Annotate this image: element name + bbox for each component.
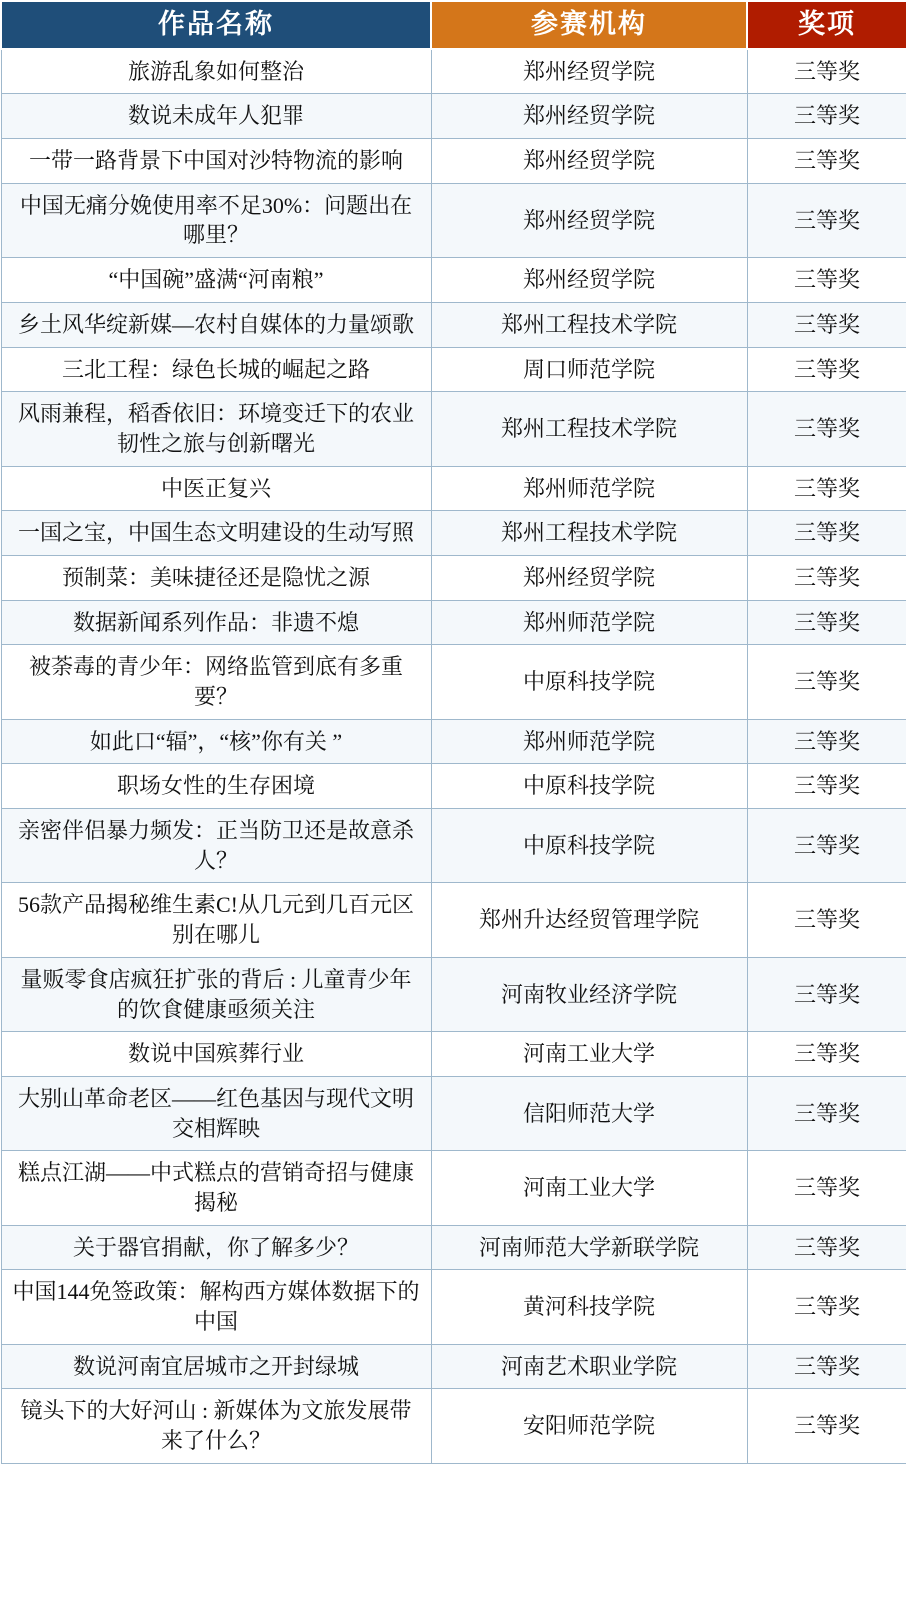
cell-award: 三等奖	[747, 258, 906, 303]
cell-organization: 周口师范学院	[431, 347, 747, 392]
table-row	[1, 957, 906, 1031]
table-row	[1, 1270, 906, 1344]
table-row	[1, 347, 906, 392]
table-row	[1, 1344, 906, 1389]
table-row	[1, 809, 906, 883]
cell-award: 三等奖	[747, 49, 906, 94]
cell-title: 职场女性的生存困境	[1, 764, 431, 809]
cell-award: 三等奖	[747, 1032, 906, 1077]
cell-award: 三等奖	[747, 555, 906, 600]
table-row	[1, 511, 906, 556]
cell-title: 大别山革命老区——红色基因与现代文明交相辉映	[1, 1076, 431, 1150]
cell-organization: 河南牧业经济学院	[431, 957, 747, 1031]
table-row	[1, 258, 906, 303]
cell-award: 三等奖	[747, 764, 906, 809]
table-row	[1, 139, 906, 184]
cell-organization: 中原科技学院	[431, 764, 747, 809]
cell-award: 三等奖	[747, 511, 906, 556]
table-row	[1, 600, 906, 645]
cell-award: 三等奖	[747, 719, 906, 764]
cell-title: 亲密伴侣暴力频发：正当防卫还是故意杀人？	[1, 809, 431, 883]
table-row	[1, 466, 906, 511]
cell-title: 中国144免签政策：解构西方媒体数据下的中国	[1, 1270, 431, 1344]
cell-organization: 中原科技学院	[431, 809, 747, 883]
column-header-award: 奖项	[747, 1, 906, 49]
cell-organization: 郑州经贸学院	[431, 555, 747, 600]
table-body	[1, 49, 906, 1464]
table-row	[1, 1032, 906, 1077]
cell-award: 三等奖	[747, 1225, 906, 1270]
table-row	[1, 645, 906, 719]
cell-award: 三等奖	[747, 1270, 906, 1344]
cell-organization: 郑州经贸学院	[431, 49, 747, 94]
cell-award: 三等奖	[747, 1151, 906, 1225]
cell-award: 三等奖	[747, 466, 906, 511]
cell-organization: 信阳师范大学	[431, 1076, 747, 1150]
cell-award: 三等奖	[747, 139, 906, 184]
cell-title: 量贩零食店疯狂扩张的背后 : 儿童青少年的饮食健康亟须关注	[1, 957, 431, 1031]
cell-title: 镜头下的大好河山 : 新媒体为文旅发展带来了什么？	[1, 1389, 431, 1463]
table-row	[1, 719, 906, 764]
cell-title: 乡土风华绽新媒—农村自媒体的力量颂歌	[1, 302, 431, 347]
table-row	[1, 883, 906, 957]
cell-award: 三等奖	[747, 302, 906, 347]
cell-organization: 郑州师范学院	[431, 466, 747, 511]
cell-title: 一带一路背景下中国对沙特物流的影响	[1, 139, 431, 184]
cell-organization: 河南艺术职业学院	[431, 1344, 747, 1389]
cell-organization: 郑州升达经贸管理学院	[431, 883, 747, 957]
cell-organization: 郑州师范学院	[431, 600, 747, 645]
table-row	[1, 183, 906, 257]
cell-award: 三等奖	[747, 347, 906, 392]
cell-organization: 中原科技学院	[431, 645, 747, 719]
table-row	[1, 392, 906, 466]
cell-organization: 郑州经贸学院	[431, 139, 747, 184]
cell-organization: 安阳师范学院	[431, 1389, 747, 1463]
cell-organization: 河南师范大学新联学院	[431, 1225, 747, 1270]
cell-award: 三等奖	[747, 1344, 906, 1389]
cell-title: 预制菜：美味捷径还是隐忧之源	[1, 555, 431, 600]
cell-award: 三等奖	[747, 883, 906, 957]
cell-award: 三等奖	[747, 645, 906, 719]
cell-award: 三等奖	[747, 1389, 906, 1463]
cell-award: 三等奖	[747, 94, 906, 139]
cell-title: 56款产品揭秘维生素C!从几元到几百元区别在哪儿	[1, 883, 431, 957]
cell-title: 数据新闻系列作品：非遗不熄	[1, 600, 431, 645]
cell-title: 一国之宝，中国生态文明建设的生动写照	[1, 511, 431, 556]
cell-award: 三等奖	[747, 183, 906, 257]
table-row	[1, 49, 906, 94]
table-row	[1, 1389, 906, 1463]
table-row	[1, 302, 906, 347]
table-row	[1, 1076, 906, 1150]
column-header-title: 作品名称	[1, 1, 431, 49]
cell-title: “中国碗”盛满“河南粮”	[1, 258, 431, 303]
cell-organization: 郑州工程技术学院	[431, 392, 747, 466]
cell-title: 三北工程：绿色长城的崛起之路	[1, 347, 431, 392]
cell-award: 三等奖	[747, 957, 906, 1031]
cell-title: 数说河南宜居城市之开封绿城	[1, 1344, 431, 1389]
cell-title: 如此口“辐”，“核”你有关 ”	[1, 719, 431, 764]
cell-organization: 河南工业大学	[431, 1032, 747, 1077]
cell-title: 糕点江湖——中式糕点的营销奇招与健康揭秘	[1, 1151, 431, 1225]
table-header	[1, 1, 906, 49]
cell-title: 风雨兼程，稻香依旧：环境变迁下的农业韧性之旅与创新曙光	[1, 392, 431, 466]
cell-title: 旅游乱象如何整治	[1, 49, 431, 94]
cell-organization: 河南工业大学	[431, 1151, 747, 1225]
cell-organization: 郑州经贸学院	[431, 258, 747, 303]
table-row	[1, 1151, 906, 1225]
cell-organization: 郑州经贸学院	[431, 94, 747, 139]
cell-award: 三等奖	[747, 809, 906, 883]
cell-title: 关于器官捐献，你了解多少？	[1, 1225, 431, 1270]
cell-organization: 郑州工程技术学院	[431, 302, 747, 347]
cell-organization: 郑州经贸学院	[431, 183, 747, 257]
cell-organization: 郑州师范学院	[431, 719, 747, 764]
cell-award: 三等奖	[747, 392, 906, 466]
table-row	[1, 764, 906, 809]
table-row	[1, 1225, 906, 1270]
cell-title: 中国无痛分娩使用率不足30%：问题出在哪里？	[1, 183, 431, 257]
cell-award: 三等奖	[747, 600, 906, 645]
cell-award: 三等奖	[747, 1076, 906, 1150]
table-row	[1, 94, 906, 139]
table-header-row	[1, 1, 906, 49]
cell-title: 被荼毒的青少年：网络监管到底有多重要？	[1, 645, 431, 719]
column-header-organization: 参赛机构	[431, 1, 747, 49]
cell-title: 数说未成年人犯罪	[1, 94, 431, 139]
cell-organization: 黄河科技学院	[431, 1270, 747, 1344]
cell-title: 数说中国殡葬行业	[1, 1032, 431, 1077]
cell-organization: 郑州工程技术学院	[431, 511, 747, 556]
table-row	[1, 555, 906, 600]
cell-title: 中医正复兴	[1, 466, 431, 511]
